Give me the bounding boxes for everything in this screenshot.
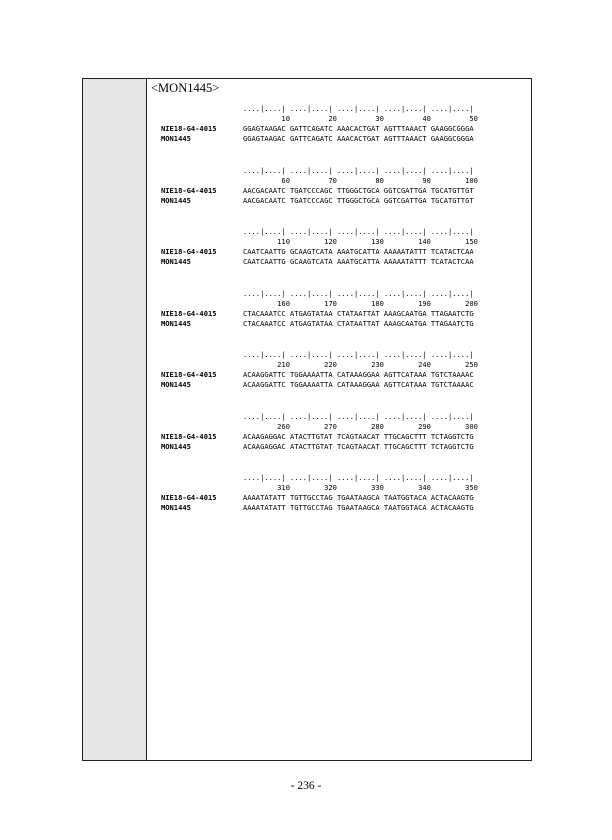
name-spacer <box>161 176 243 186</box>
name-spacer <box>161 104 243 114</box>
name-spacer <box>161 299 243 309</box>
content-cell <box>147 79 531 760</box>
sequence-row <box>161 319 478 329</box>
sequence-row <box>161 503 478 513</box>
alignment-block <box>161 412 478 474</box>
sequence-text: CTACAAATCC ATGAGTATAA CTATAATTAT AAAGCAATGA TTAGAATCTG <box>243 318 474 328</box>
name-spacer <box>161 412 243 422</box>
name-spacer <box>161 289 243 299</box>
sequence-name: MON1445 <box>161 257 191 266</box>
sequence-name: MON1445 <box>161 134 191 143</box>
name-spacer <box>161 166 243 176</box>
sequence-alignment <box>161 104 478 535</box>
sequence-text: GGAGTAAGAC GATTCAGATC AAACACTGAT AGTTTAAACT GAAGGCGGGA <box>243 134 474 143</box>
sequence-name: NIE18-G4-4015 <box>161 185 217 195</box>
name-spacer <box>161 483 243 493</box>
position-numbers <box>161 360 478 370</box>
sequence-row <box>161 247 478 257</box>
sequence-text: ACAAGGATTC TGGAAAATTA CATAAAGGAA AGTTCATAAA TGTCTAAAAC <box>243 380 474 389</box>
sequence-text: CAATCAATTG GCAAGTCATA AAATGCATTA AAAAATATTT TCATACTCAA <box>243 247 474 256</box>
sequence-row <box>161 186 478 196</box>
page-number: - 236 - <box>290 780 322 792</box>
sequence-name: MON1445 <box>161 318 191 328</box>
name-spacer <box>161 473 243 483</box>
sequence-name: MON1445 <box>161 503 191 512</box>
ruler-line-text: ....|....| ....|....| ....|....| ....|....| ....|....| <box>243 288 474 298</box>
alignment-block <box>161 104 478 166</box>
ruler-line <box>161 104 478 114</box>
ruler-line <box>161 227 478 237</box>
position-numbers <box>161 422 478 432</box>
sequence-text: CTACAAATCC ATGAGTATAA CTATAATTAT AAAGCAATGA TTAGAATCTG <box>243 308 474 318</box>
ruler-line <box>161 350 478 360</box>
ruler-line-text: ....|....| ....|....| ....|....| ....|....| ....|....| <box>243 350 474 359</box>
sequence-name: MON1445 <box>161 195 191 205</box>
sequence-text: AAAATATATT TGTTGCCTAG TGAATAAGCA TAATGGTACA ACTACAAGTG <box>243 493 474 502</box>
ruler-line <box>161 166 478 176</box>
ruler-line <box>161 473 478 483</box>
sequence-text: ACAAGAGGAC ATACTTGTAT TCAGTAACAT TTGCAGCTTT TCTAGGTCTG <box>243 431 474 441</box>
position-numbers <box>161 299 478 309</box>
ruler-line-text: ....|....| ....|....| ....|....| ....|....| ....|....| <box>243 473 474 482</box>
alignment-block <box>161 166 478 228</box>
sequence-text: AACGACAATC TGATCCCAGC TTGGGCTGCA GGTCGATTGA TGCATGTTGT <box>243 185 474 195</box>
ruler-line-text: ....|....| ....|....| ....|....| ....|....| ....|....| <box>243 227 474 236</box>
sequence-name: NIE18-G4-4015 <box>161 431 217 441</box>
sequence-text: ACAAGGATTC TGGAAAATTA CATAAAGGAA AGTTCATAAA TGTCTAAAAC <box>243 370 474 379</box>
name-spacer <box>161 114 243 124</box>
document-frame <box>82 78 532 761</box>
sequence-name: NIE18-G4-4015 <box>161 493 217 502</box>
sequence-row <box>161 432 478 442</box>
position-numbers <box>161 114 478 124</box>
ruler-line-text: ....|....| ....|....| ....|....| ....|....| ....|....| <box>243 411 474 421</box>
name-spacer <box>161 360 243 370</box>
sequence-name: MON1445 <box>161 441 191 451</box>
sequence-text: CAATCAATTG GCAAGTCATA AAATGCATTA AAAAATATTT TCATACTCAA <box>243 257 474 266</box>
name-spacer <box>161 350 243 360</box>
alignment-block <box>161 473 478 535</box>
position-numbers-text: 60 70 80 90 100 <box>243 175 478 185</box>
ruler-line-text: ....|....| ....|....| ....|....| ....|....| ....|....| <box>243 165 474 175</box>
position-numbers-text: 260 270 280 290 300 <box>243 421 478 431</box>
sequence-name: NIE18-G4-4015 <box>161 124 217 133</box>
sequence-row <box>161 493 478 503</box>
position-numbers <box>161 176 478 186</box>
ruler-line-text: ....|....| ....|....| ....|....| ....|....| ....|....| <box>243 104 474 113</box>
sequence-text: ACAAGAGGAC ATACTTGTAT TCAGTAACAT TTGCAGCTTT TCTAGGTCTG <box>243 441 474 451</box>
sequence-name: NIE18-G4-4015 <box>161 247 217 256</box>
name-spacer <box>161 237 243 247</box>
sequence-row <box>161 124 478 134</box>
sequence-name: NIE18-G4-4015 <box>161 308 217 318</box>
name-spacer <box>161 227 243 237</box>
position-numbers-text: 310 320 330 340 350 <box>243 483 478 492</box>
position-numbers <box>161 483 478 493</box>
sequence-text: AAAATATATT TGTTGCCTAG TGAATAAGCA TAATGGTACA ACTACAAGTG <box>243 503 474 512</box>
ruler-line <box>161 289 478 299</box>
alignment-block <box>161 289 478 351</box>
name-spacer <box>161 422 243 432</box>
sequence-text: GGAGTAAGAC GATTCAGATC AAACACTGAT AGTTTAAACT GAAGGCGGGA <box>243 124 474 133</box>
position-numbers-text: 10 20 30 40 50 <box>243 114 478 123</box>
sequence-row <box>161 257 478 267</box>
alignment-block <box>161 227 478 289</box>
sequence-name: NIE18-G4-4015 <box>161 370 217 379</box>
sequence-name: MON1445 <box>161 380 191 389</box>
sequence-row <box>161 134 478 144</box>
sequence-row <box>161 196 478 206</box>
sequence-row <box>161 380 478 390</box>
sequence-row <box>161 442 478 452</box>
position-numbers-text: 160 170 180 190 200 <box>243 298 478 308</box>
sequence-row <box>161 370 478 380</box>
ruler-line <box>161 412 478 422</box>
alignment-block <box>161 350 478 412</box>
left-shaded-column <box>83 79 147 760</box>
sequence-row <box>161 309 478 319</box>
position-numbers-text: 210 220 230 240 250 <box>243 360 478 369</box>
position-numbers <box>161 237 478 247</box>
position-numbers-text: 110 120 130 140 150 <box>243 237 478 246</box>
sequence-text: AACGACAATC TGATCCCAGC TTGGGCTGCA GGTCGATTGA TGCATGTTGT <box>243 195 474 205</box>
section-title: <MON1445> <box>151 81 220 95</box>
